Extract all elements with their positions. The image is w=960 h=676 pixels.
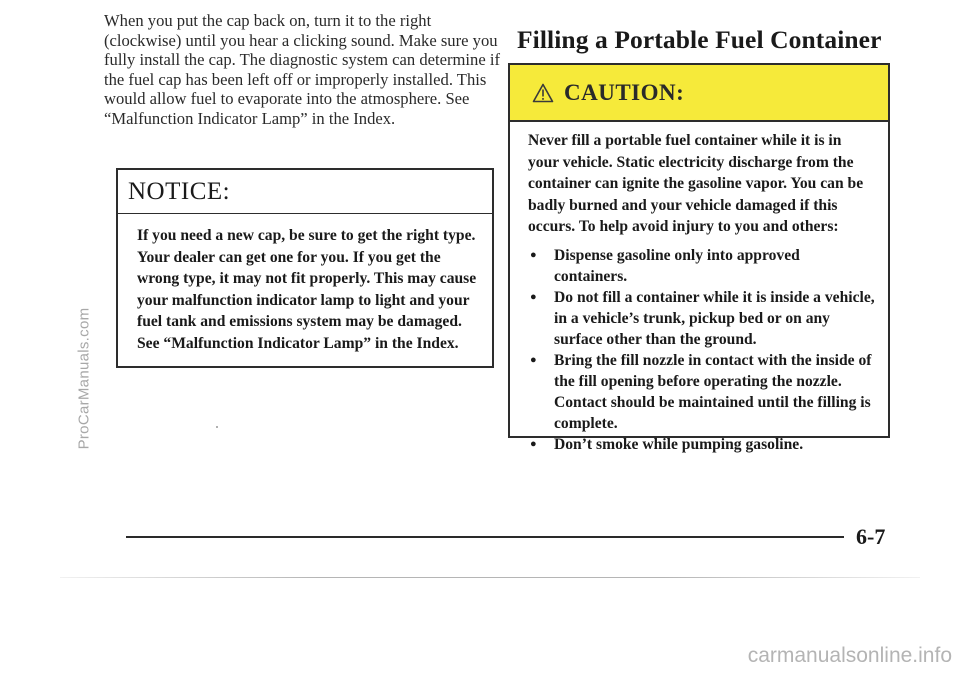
notice-box bbox=[116, 168, 494, 368]
notice-header bbox=[118, 170, 492, 214]
caution-header bbox=[510, 65, 888, 122]
watermark-left: ProCarManuals.com bbox=[75, 307, 93, 450]
warning-triangle-icon bbox=[532, 83, 554, 103]
notice-title: NOTICE: bbox=[128, 177, 231, 205]
caution-title: CAUTION: bbox=[564, 79, 685, 105]
notice-body: If you need a new cap, be sure to get the right type. Your dealer can get one for you. If you get the wrong type, it may not fit properly. This may cause your malfunction indicator lamp to light and your fuel tank and emissions system may be damaged. See “Malfunction Indicator Lamp” in the Index. bbox=[137, 227, 477, 352]
caution-list-item: ● Do not fill a container while it is inside a vehicle, in a vehicle’s trunk, pickup bed or on any surface other than the ground. bbox=[528, 287, 876, 350]
intro-paragraph: When you put the cap back on, turn it to the right (clockwise) until you hear a clicking sound. Make sure you fully install the cap. The diagnostic system can determine if the fuel cap has been left off or improperly installed. This would allow fuel to evaporate into the atmosphere. See “Malfunction Indicator Lamp” in the Index. bbox=[104, 11, 500, 128]
caution-body: Never fill a portable fuel container while it is in your vehicle. Static electricity discharge from the container can ignite the gasoline vapor. You can be badly burned and your vehicle damaged if this occurs. To help avoid injury to you and others: bbox=[528, 132, 864, 235]
watermark-bottom: carmanualsonline.info bbox=[747, 644, 952, 667]
caution-box bbox=[508, 63, 890, 453]
caution-list-item: ● Don’t smoke while pumping gasoline. bbox=[528, 434, 876, 455]
page-number: 6-7 bbox=[856, 524, 886, 549]
scan-edge-line bbox=[60, 577, 920, 578]
section-heading: Filling a Portable Fuel Container bbox=[517, 25, 882, 54]
caution-list-item: ● Bring the fill nozzle in contact with the inside of the fill opening before operating the nozzle. Contact should be maintained until the filling is complete. bbox=[528, 350, 876, 434]
footer-rule bbox=[126, 536, 844, 538]
scan-speck bbox=[216, 426, 218, 428]
caution-list-item: ● Dispense gasoline only into approved containers. bbox=[528, 245, 876, 287]
caution-list bbox=[510, 245, 888, 455]
